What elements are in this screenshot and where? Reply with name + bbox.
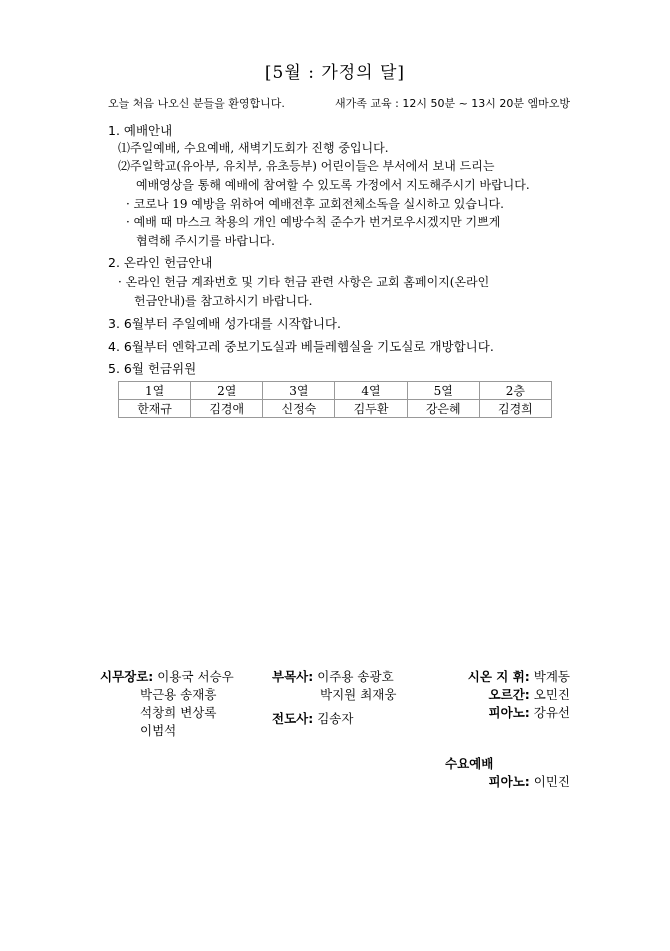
table-header-cell: 2열: [191, 382, 263, 400]
giving-committee-table: [118, 381, 552, 418]
evangelist-name: 김송자: [317, 711, 354, 726]
table-cell: 김경희: [479, 400, 551, 418]
worship-line-4: · 코로나 19 예방을 위하여 예배전후 교회전체소독을 실시하고 있습니다.: [126, 197, 504, 211]
table-header-cell: 3열: [263, 382, 335, 400]
associate-pastors-line-1: 이주용 송광호: [317, 669, 394, 684]
table-header-cell: 2층: [479, 382, 551, 400]
evangelist-label: 전도사:: [272, 711, 314, 726]
conductor-label: 시온 지 휘:: [467, 669, 530, 684]
table-header-cell: 1열: [119, 382, 191, 400]
table-header-row: [119, 382, 552, 400]
section-choir-heading: 3. 6월부터 주일예배 성가대를 시작합니다.: [108, 316, 341, 331]
elders-line-2: 박근용 송재흥: [140, 687, 217, 702]
wednesday-service-title: 수요예배: [445, 756, 494, 771]
associate-pastors-block: [272, 668, 396, 704]
associate-pastors-label: 부목사:: [272, 669, 314, 684]
evangelist-block: [272, 710, 353, 728]
table-cell: 신정숙: [263, 400, 335, 418]
table-header-cell: 4열: [335, 382, 407, 400]
worship-line-6: 협력해 주시기를 바랍니다.: [136, 234, 275, 248]
piano-name: 강유선: [533, 705, 570, 720]
family-education-text: 새가족 교육 : 12시 50분 ~ 13시 20분 엠마오방: [335, 97, 571, 110]
section-worship-heading: 1. 예배안내: [108, 123, 173, 138]
table-cell: 김경애: [191, 400, 263, 418]
table-row: [119, 400, 552, 418]
page-title: [5월 : 가정의 달]: [264, 63, 406, 83]
wednesday-piano-label: 피아노:: [488, 774, 530, 789]
section-online-giving-heading: 2. 온라인 헌금안내: [108, 255, 213, 270]
piano-label: 피아노:: [488, 705, 530, 720]
table-cell: 강은혜: [407, 400, 479, 418]
elders-line-3: 석창희 변상록: [140, 705, 217, 720]
online-giving-line-1: · 온라인 헌금 계좌번호 및 기타 헌금 관련 사항은 교회 홈페이지(온라인: [118, 275, 490, 289]
elders-block: [100, 668, 234, 740]
conductor-name: 박계동: [533, 669, 570, 684]
organ-label: 오르간:: [488, 687, 530, 702]
music-staff-block: [445, 668, 570, 722]
worship-line-2: ⑵주일학교(유아부, 유치부, 유초등부) 어린이들은 부서에서 보내 드리는: [118, 159, 495, 173]
section-giving-committee-heading: 5. 6월 헌금위원: [108, 361, 197, 376]
worship-line-1: ⑴주일예배, 수요예배, 새벽기도회가 진행 중입니다.: [118, 141, 389, 155]
elders-label: 시무장로:: [100, 669, 154, 684]
table-cell: 한재규: [119, 400, 191, 418]
welcome-text: 오늘 처음 나오신 분들을 환영합니다.: [108, 97, 285, 110]
section-prayer-room-heading: 4. 6월부터 엔학고레 중보기도실과 베들레헴실을 기도실로 개방합니다.: [108, 339, 494, 354]
worship-line-5: · 예배 때 마스크 착용의 개인 예방수칙 준수가 번거로우시겠지만 기쁘게: [126, 215, 501, 229]
elders-line-1: 이용국 서승우: [157, 669, 234, 684]
wednesday-piano-name: 이민진: [533, 774, 570, 789]
worship-line-3: 예배영상을 통해 예배에 참여할 수 있도록 가정에서 지도해주시기 바랍니다.: [136, 178, 530, 192]
elders-line-4: 이범석: [140, 723, 177, 738]
table-header-cell: 5열: [407, 382, 479, 400]
wednesday-service-block: [445, 755, 570, 791]
associate-pastors-line-2: 박지원 최재웅: [320, 687, 397, 702]
table-cell: 김두환: [335, 400, 407, 418]
organ-name: 오민진: [533, 687, 570, 702]
online-giving-line-2: 헌금안내)를 참고하시기 바랍니다.: [134, 294, 313, 308]
